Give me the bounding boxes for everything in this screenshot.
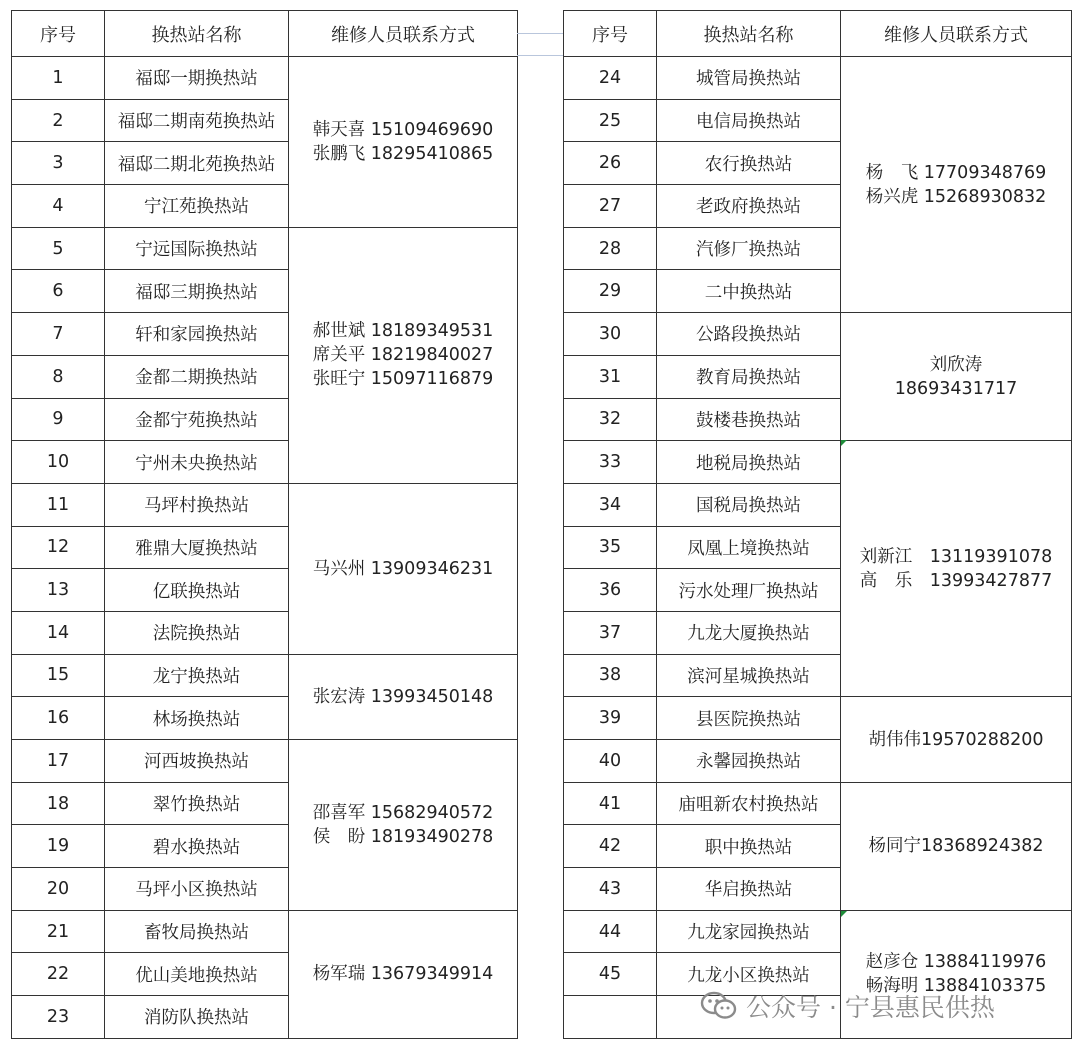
contact-line: 畅海明 13884103375 [865, 976, 1047, 997]
row-number: 10 [12, 441, 105, 484]
row-number: 30 [564, 313, 657, 356]
table-row [564, 782, 1072, 825]
header-row [12, 11, 518, 57]
cell-comment-marker [841, 911, 847, 917]
station-name: 污水处理厂换热站 [657, 569, 841, 612]
station-name: 县医院换热站 [657, 697, 841, 740]
station-name: 优山美地换热站 [105, 953, 289, 996]
station-name: 雅鼎大厦换热站 [105, 526, 289, 569]
station-name: 金都二期换热站 [105, 355, 289, 398]
station-name: 龙宁换热站 [105, 654, 289, 697]
row-number: 37 [564, 611, 657, 654]
row-number [564, 996, 657, 1039]
station-name: 庙咀新农村换热站 [657, 782, 841, 825]
wechat-icon [700, 990, 738, 1022]
station-name: 城管局换热站 [657, 57, 841, 100]
contact-line: 韩天喜 15109469690 [312, 119, 494, 140]
row-number: 12 [12, 526, 105, 569]
contact-cell [289, 740, 518, 911]
contact-cell [841, 697, 1072, 782]
table-row [12, 910, 518, 953]
contact-line: 胡伟伟19570288200 [868, 729, 1044, 750]
row-number: 15 [12, 654, 105, 697]
table-row [564, 910, 1072, 953]
table-row [12, 654, 518, 697]
header-no: 序号 [564, 11, 657, 57]
station-name: 二中换热站 [657, 270, 841, 313]
row-number: 7 [12, 313, 105, 356]
cell-comment-marker [841, 440, 847, 446]
station-name: 亿联换热站 [105, 569, 289, 612]
row-number: 34 [564, 483, 657, 526]
table-row [564, 313, 1072, 356]
header-row [564, 11, 1072, 57]
row-number: 40 [564, 740, 657, 783]
row-number: 21 [12, 910, 105, 953]
header-contact: 维修人员联系方式 [289, 11, 518, 57]
row-number: 27 [564, 185, 657, 228]
station-name: 宁远国际换热站 [105, 227, 289, 270]
station-name: 教育局换热站 [657, 355, 841, 398]
row-number: 8 [12, 355, 105, 398]
gap-connector-line [517, 33, 563, 34]
right-table [563, 10, 1072, 1039]
station-name: 九龙家园换热站 [657, 910, 841, 953]
station-name: 马坪小区换热站 [105, 868, 289, 911]
station-name: 福邸二期北苑换热站 [105, 142, 289, 185]
station-name: 碧水换热站 [105, 825, 289, 868]
contact-line: 杨同宁18368924382 [868, 836, 1044, 857]
row-number: 3 [12, 142, 105, 185]
row-number: 11 [12, 483, 105, 526]
contact-cell [841, 57, 1072, 313]
header-station: 换热站名称 [105, 11, 289, 57]
station-name: 国税局换热站 [657, 483, 841, 526]
row-number: 9 [12, 398, 105, 441]
station-name: 滨河星城换热站 [657, 654, 841, 697]
station-name: 汽修厂换热站 [657, 227, 841, 270]
contact-line: 刘欣涛 [929, 354, 983, 375]
row-number: 44 [564, 910, 657, 953]
station-name: 消防队换热站 [105, 996, 289, 1039]
row-number: 14 [12, 611, 105, 654]
contact-line: 赵彦仓 13884119976 [865, 952, 1047, 973]
gap-connector-line [517, 55, 563, 56]
contact-cell [841, 441, 1072, 697]
header-contact: 维修人员联系方式 [841, 11, 1072, 57]
row-number: 24 [564, 57, 657, 100]
contact-line: 郝世斌 18189349531 [312, 321, 494, 342]
row-number: 36 [564, 569, 657, 612]
station-name: 河西坡换热站 [105, 740, 289, 783]
station-name: 福邸一期换热站 [105, 57, 289, 100]
row-number: 43 [564, 868, 657, 911]
station-name: 金都宁苑换热站 [105, 398, 289, 441]
contact-line: 张旺宁 15097116879 [312, 369, 494, 390]
station-name: 鼓楼巷换热站 [657, 398, 841, 441]
watermark-text: 公众号 · 宁县惠民供热 [746, 993, 995, 1022]
contact-line: 高 乐 13993427877 [859, 570, 1053, 591]
row-number: 42 [564, 825, 657, 868]
contact-line: 侯 盼 18193490278 [312, 826, 494, 847]
row-number: 6 [12, 270, 105, 313]
row-number: 17 [12, 740, 105, 783]
contact-line: 杨兴虎 15268930832 [865, 186, 1047, 207]
contact-line: 席关平 18219840027 [312, 345, 494, 366]
row-number: 16 [12, 697, 105, 740]
row-number: 1 [12, 57, 105, 100]
header-station: 换热站名称 [657, 11, 841, 57]
row-number: 28 [564, 227, 657, 270]
station-name: 职中换热站 [657, 825, 841, 868]
row-number: 32 [564, 398, 657, 441]
row-number: 35 [564, 526, 657, 569]
contact-cell [841, 782, 1072, 910]
station-name: 林场换热站 [105, 697, 289, 740]
contact-line: 张宏涛 13993450148 [312, 686, 494, 707]
row-number: 18 [12, 782, 105, 825]
station-name: 凤凰上境换热站 [657, 526, 841, 569]
table-row [12, 740, 518, 783]
station-name: 宁江苑换热站 [105, 185, 289, 228]
contact-line: 18693431717 [894, 378, 1018, 399]
station-name: 马坪村换热站 [105, 483, 289, 526]
row-number: 20 [12, 868, 105, 911]
header-no: 序号 [12, 11, 105, 57]
contact-line: 邵喜军 15682940572 [312, 802, 494, 823]
row-number: 33 [564, 441, 657, 484]
row-number: 2 [12, 99, 105, 142]
table-row [12, 57, 518, 100]
row-number: 26 [564, 142, 657, 185]
row-number: 31 [564, 355, 657, 398]
station-name: 轩和家园换热站 [105, 313, 289, 356]
row-number: 4 [12, 185, 105, 228]
contact-cell [289, 483, 518, 654]
station-name: 法院换热站 [105, 611, 289, 654]
row-number: 41 [564, 782, 657, 825]
contact-cell [289, 654, 518, 739]
station-name: 福邸三期换热站 [105, 270, 289, 313]
row-number: 38 [564, 654, 657, 697]
row-number: 29 [564, 270, 657, 313]
row-number: 22 [12, 953, 105, 996]
station-name: 电信局换热站 [657, 99, 841, 142]
station-name: 九龙大厦换热站 [657, 611, 841, 654]
contact-cell [289, 910, 518, 1038]
contact-line: 马兴州 13909346231 [312, 558, 494, 579]
table-row [564, 57, 1072, 100]
station-name: 福邸二期南苑换热站 [105, 99, 289, 142]
contact-cell [289, 57, 518, 228]
station-name: 畜牧局换热站 [105, 910, 289, 953]
station-name: 农行换热站 [657, 142, 841, 185]
row-number: 13 [12, 569, 105, 612]
row-number: 39 [564, 697, 657, 740]
station-name: 翠竹换热站 [105, 782, 289, 825]
row-number: 19 [12, 825, 105, 868]
table-row [564, 697, 1072, 740]
station-name: 宁州未央换热站 [105, 441, 289, 484]
contact-line: 刘新江 13119391078 [859, 546, 1053, 567]
row-number: 25 [564, 99, 657, 142]
row-number: 5 [12, 227, 105, 270]
table-row [12, 483, 518, 526]
left-table [11, 10, 518, 1039]
contact-cell [841, 313, 1072, 441]
row-number: 45 [564, 953, 657, 996]
watermark [700, 986, 995, 1026]
table-row [564, 441, 1072, 484]
contact-line: 张鹏飞 18295410865 [312, 143, 494, 164]
station-name: 公路段换热站 [657, 313, 841, 356]
contact-line: 杨军瑞 13679349914 [312, 964, 494, 985]
station-name: 永馨园换热站 [657, 740, 841, 783]
station-name: 地税局换热站 [657, 441, 841, 484]
contact-cell [289, 227, 518, 483]
station-name: 九龙小区换热站 [657, 953, 841, 996]
row-number: 23 [12, 996, 105, 1039]
table-row [12, 227, 518, 270]
station-name: 老政府换热站 [657, 185, 841, 228]
contact-line: 杨 飞 17709348769 [865, 162, 1047, 183]
station-name: 华启换热站 [657, 868, 841, 911]
